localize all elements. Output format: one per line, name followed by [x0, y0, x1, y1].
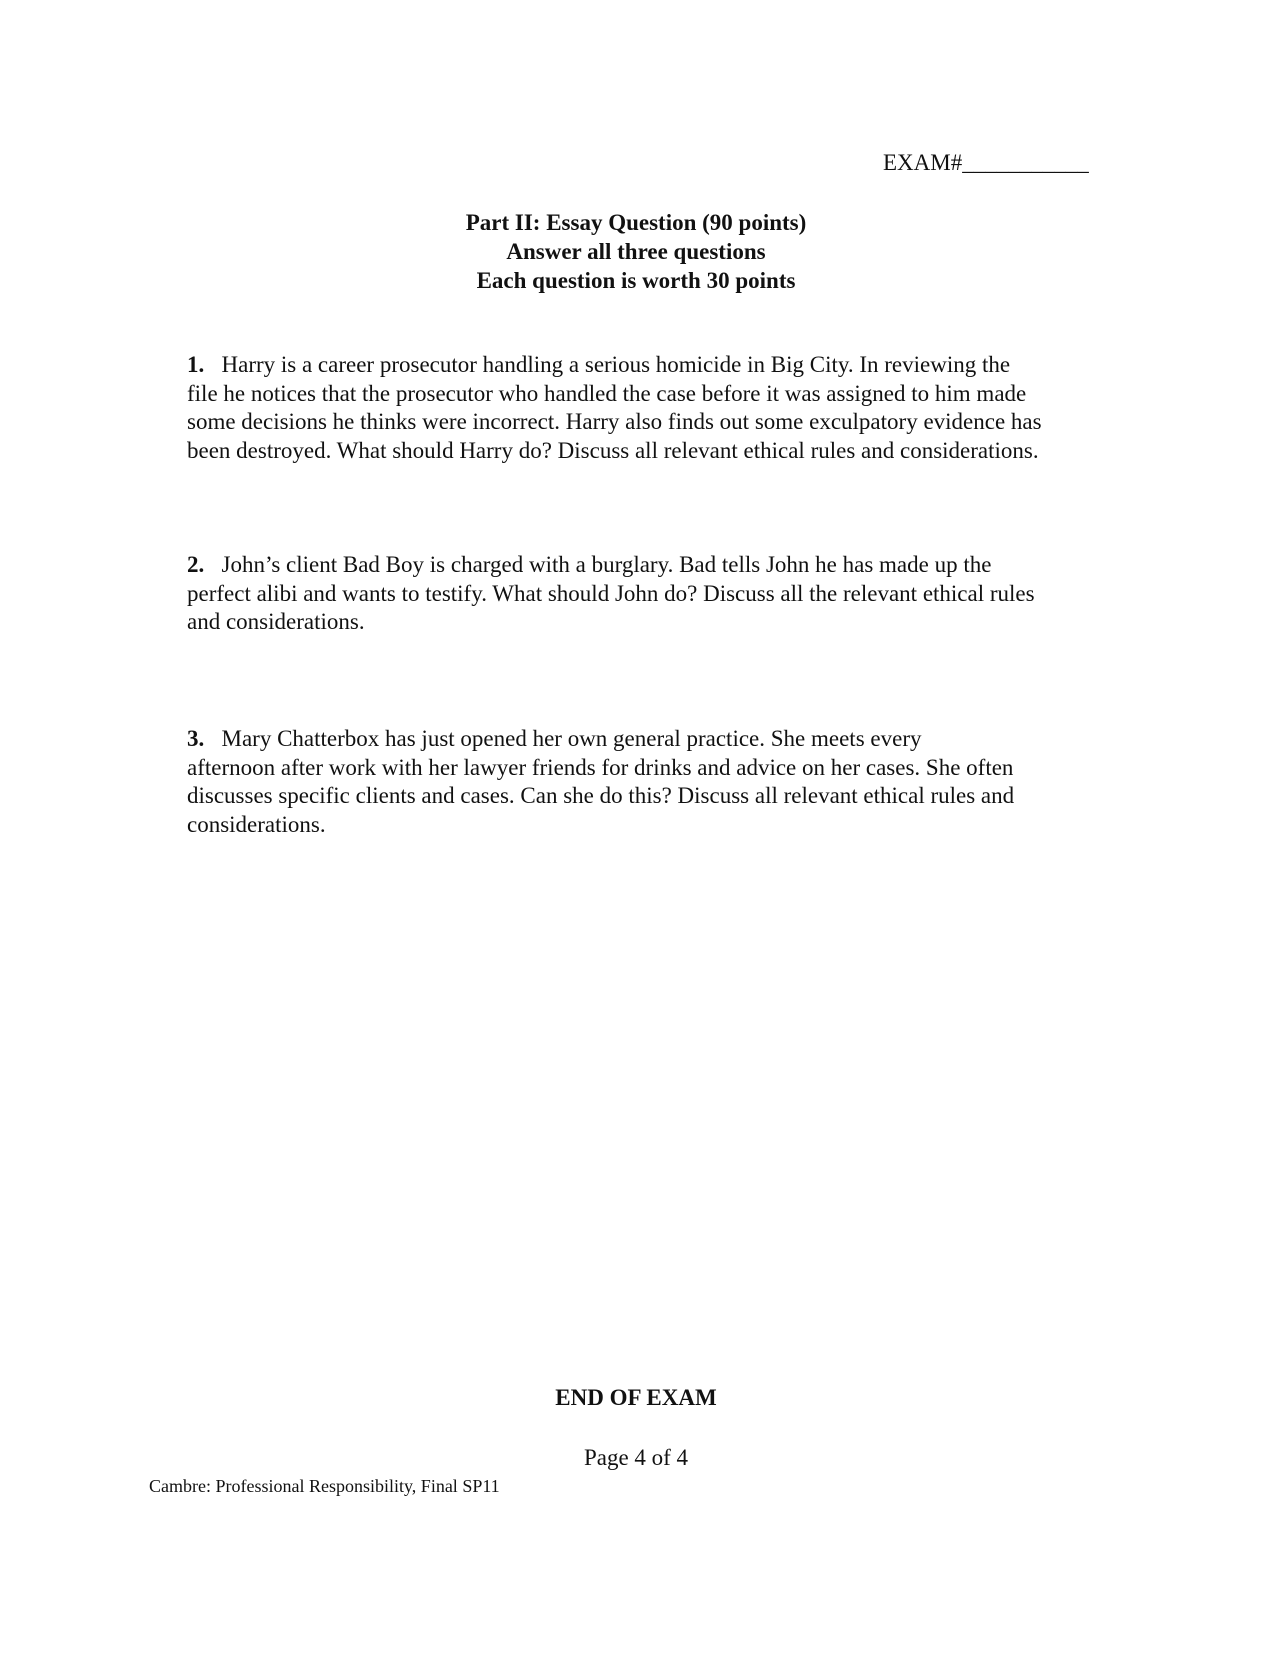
- question-line: discusses specific clients and cases. Can she do this? Discuss all relevant ethical rules and: [187, 783, 1015, 809]
- question-line: [187, 351, 1127, 380]
- question-text: John’s client Bad Boy is charged with a burglary. Bad tells John he has made up the: [221, 552, 992, 577]
- question-text: Mary Chatterbox has just opened her own general practice. She meets every: [221, 726, 922, 751]
- part-points-note: Each question is worth 30 points: [476, 268, 796, 293]
- question-line: file he notices that the prosecutor who handled the case before it was assigned to him made: [187, 380, 1027, 406]
- question-2: [187, 551, 1127, 637]
- part-instructions: Answer all three questions: [506, 239, 766, 264]
- question-line: some decisions he thinks were incorrect. Harry also finds out some exculpatory evidence has: [187, 409, 1042, 435]
- part-title: Part II: Essay Question (90 points): [465, 210, 807, 235]
- question-number: 2.: [187, 552, 205, 577]
- question-1: [187, 351, 1127, 465]
- exam-number-field: EXAM#___________: [883, 150, 1089, 175]
- question-number: 1.: [187, 352, 205, 377]
- part-heading: [0, 208, 1272, 295]
- question-3: [187, 725, 1127, 839]
- question-line: been destroyed. What should Harry do? Discuss all relevant ethical rules and considerations.: [187, 437, 1039, 463]
- end-of-exam-label: END OF EXAM: [555, 1385, 717, 1410]
- question-number: 3.: [187, 726, 205, 751]
- question-line: and considerations.: [187, 609, 365, 635]
- document-footer: Cambre: Professional Responsibility, Final SP11: [149, 1476, 500, 1496]
- question-text: Harry is a career prosecutor handling a serious homicide in Big City. In reviewing the: [221, 352, 1011, 377]
- question-line: [187, 725, 1127, 754]
- question-line: [187, 551, 1127, 580]
- page-number: Page 4 of 4: [583, 1445, 689, 1470]
- question-line: perfect alibi and wants to testify. What should John do? Discuss all the relevant ethical rules: [187, 580, 1035, 606]
- question-line: considerations.: [187, 811, 326, 837]
- question-line: afternoon after work with her lawyer friends for drinks and advice on her cases. She often: [187, 754, 1014, 780]
